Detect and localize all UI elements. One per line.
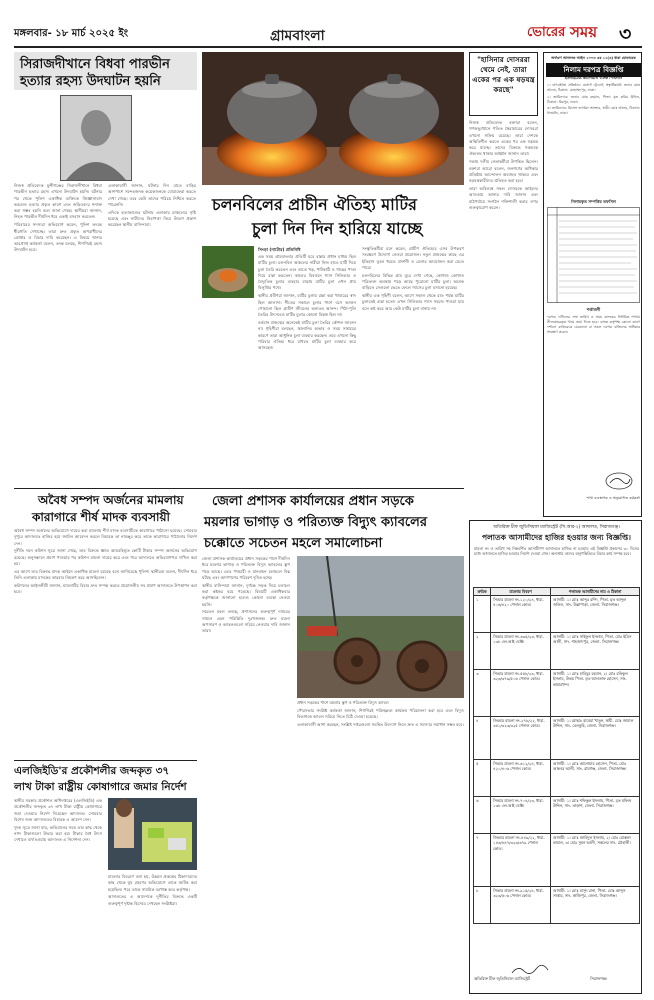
terms-title: শর্তাবলী: [586, 307, 601, 312]
story-headline: এলজিইডি'র প্রকৌশলীর জব্দকৃত ৩৭: [14, 765, 170, 777]
story-paragraph: পরিবারের সদস্যরা অভিযোগ করেন, পুলিশ তদন্তে ধীরগতি দেখাচ্ছে। তারা দ্রুত প্রকৃত অপরাধীদের গ্রেপ্তার ও বিচার দাবি করেছেন। এ বিষয়ে থানার ভারপ্রাপ্ত কর্মকর্তা বলেন, তদন্ত চলছে, শিগগিরই রহস্য উদঘাটন হবে।: [14, 222, 102, 253]
story-body-col1: [14, 798, 102, 993]
signature-icon: [510, 961, 550, 973]
stamp-icon: [604, 471, 634, 491]
story-byline: সিংড়া (নাটোর) প্রতিনিধি: [258, 247, 301, 252]
notice-items: [547, 83, 640, 195]
story-paragraph: আদালতের এ আদেশকে দুর্নীতির বিরুদ্ধে একটি গুরুত্বপূর্ণ দৃষ্টান্ত হিসেবে দেখছেন সংশ্লিষ্টরা।: [108, 894, 197, 906]
stove-inset-photo: [202, 246, 254, 298]
clay-stove-photo: [202, 52, 464, 185]
notice-intro: মামলা নং ও তারিখ সহ নিম্নবর্ণিত আসামীগণ আদালতে হাজির না হওয়ায় এই বিজ্ঞপ্তি প্রকাশের ৩০ দিনের মধ্যে আদালতে হাজির হওয়ার নির্দেশ দেওয়া গেল। অন্যথায় তাদের অনুপস্থিতিতে বিচার কার্য সম্পন্ন হবে।: [474, 546, 639, 557]
notice-item: ২। জামিনদার: জনাব মোঃ রহমান, পিতা: মৃত করিম উদ্দিন, ঠিকানা: মিরপুর, ঢাকা।: [547, 94, 640, 104]
story-paragraph: এদিকে হত্যাকাণ্ডের ঘটনায় এলাকায় চাঞ্চল্যের সৃষ্টি হয়েছে এবং নারীদের নিরাপত্তা নিয়ে উদ্বেগ প্রকাশ করেছেন স্থানীয় বাসিন্দারা।: [108, 209, 196, 228]
cell-no: ৪: [474, 717, 491, 760]
notice-bank: ইউনাইটেড কমার্শিয়াল ব্যাংক পিএলসি: [564, 75, 623, 80]
cell-accused: আসামী: ১। মোঃ আব্দুর রশিদ, পিতা- মৃত আব্দুল জলিল, সাং- উল্লাপাড়া, জেলা- সিরাজগঞ্জ।: [551, 596, 640, 633]
story-headline: চলনবিলের প্রাচীন ঐতিহ্য মাটির: [212, 195, 417, 214]
date-line: মঙ্গলবার- ১৮ মার্চ ২০২৫ ইং: [14, 28, 129, 39]
table-header-cell: পলাতক আসামীদের নাম ও ঠিকানা: [551, 588, 640, 596]
table-header-cell: ক্রমিক: [474, 588, 491, 596]
schedule-title: নিলামকৃত সম্পত্তির তফসিল: [571, 199, 616, 204]
stove-inset-image: [202, 246, 254, 298]
story-paragraph: কমিশনের আইনজীবী জানান, মামলাটির বিচার দ্রুত সম্পন্ন করতে প্রয়োজনীয় সব প্রমাণ আদালতে উপস্থাপন করা হবে।: [14, 582, 197, 595]
story-paragraph: দুর্নীতি দমন কমিশন সূত্রে জানা গেছে, তার বিরুদ্ধে জ্ঞাত আয়বহির্ভূত কোটি টাকার সম্পদ অর্জনের অভিযোগ রয়েছে। অনুসন্ধানে প্রমাণ পাওয়ার পর কমিশন মামলা দায়ের করে এবং পরে আদালতে অভিযোগপত্র দাখিল করা হয়।: [14, 548, 197, 566]
story-paragraph: স্থানীয় সরকার প্রকৌশল অধিদপ্তরের (এলজিইডি) এক প্রকৌশলীর জব্দকৃত ৩৭ লাখ টাকা রাষ্ট্রীয় কোষাগারে জমা দেওয়ার নির্দেশ দিয়েছেন আদালত। সোমবার বিশেষ জজ আদালতের বিচারক এ আদেশ দেন।: [14, 798, 102, 822]
schedule-table-grid: [547, 207, 640, 303]
section-title: গ্রামবাংলা: [270, 28, 325, 44]
cable-photo: [297, 556, 464, 698]
seal-stamp-icon: [604, 471, 634, 491]
notice-subtitle: অর্থঋণ আদালত আইন ২০০৩ এর ১২(৩) ধারা মোতাবেক: [551, 56, 636, 60]
handwritten-signature-icon: [510, 964, 550, 976]
brand-logo-part2: সময়: [570, 23, 598, 41]
notice-signature-line: শাখা ব্যবস্থাপক ও অনুমোদিত কর্মকর্তা: [586, 496, 640, 500]
notice-item: ১। ঋণগ্রহীতা প্রতিষ্ঠান: মেসার্স ট্রেডার্স, স্বত্বাধিকারী: জনাব মোঃ আলম, ঠিকানা: মোহাম্মদপুর, ঢাকা।: [547, 83, 640, 92]
cell-case: সিআর মামলা নং-১২০/২৪, ধারা- ৪০৬/৪২০ পেনাল কোড।: [491, 596, 551, 633]
story-paragraph: জেলা প্রশাসক কার্যালয়ের প্রধান সড়কের পাশে দীর্ঘদিন ধরে ময়লার ভাগাড় ও পরিত্যক্ত বিদ্যুৎ ক্যাবলের স্তূপ পড়ে আছে। এতে পথচারী ও যানবাহন চলাচলে বিঘ্ন ঘটছে এবং আশপাশের পরিবেশ দূষিত হচ্ছে।: [202, 556, 290, 580]
story-chalanbil: [202, 52, 464, 530]
story-headline: জেলা প্রশাসক কার্যালয়ের প্রধান সড়কে: [212, 494, 414, 509]
cell-case: সিআর মামলা নং-৭০৪/২৩, ধারা- ১৩৮ এন.আই এ্যাক্ট।: [491, 797, 551, 834]
brand-logo: [527, 20, 641, 46]
signature-right: সিরাজগঞ্জ।: [590, 976, 608, 981]
story-paragraph: সংস্কৃতিকর্মীরা মনে করেন, গ্রামীণ ঐতিহ্যের এসব উপকরণ সংরক্ষণে উদ্যোগ নেওয়া প্রয়োজন। নতুন প্রজন্মের কাছে এর ইতিহাস তুলে ধরতে প্রদর্শনী ও মেলার আয়োজন করা যেতে পারে।: [362, 246, 464, 270]
section-divider: [14, 488, 464, 489]
cell-no: ৫: [474, 760, 491, 797]
cell-case: জিআর মামলা নং-২৭৮/২২, ধারা- ৩৪১/৩২৩/৩২৫ পেনাল কোড।: [491, 717, 551, 760]
table-header-row: [474, 588, 640, 596]
story-headline: "হাসিনার দোসররা থেমে নেই, তারা একের পর এক ষড়যন্ত্র করছে": [472, 55, 535, 94]
story-hasina: [469, 52, 538, 530]
story-paragraph: স্থানীয় বাসিন্দারা জানান, দুর্গন্ধে সড়ক দিয়ে চলাচল করা কষ্টকর হয়ে পড়েছে। বিষয়টি একাধিকবার কর্তৃপক্ষকে জানানো হলেও কোনো ব্যবস্থা নেওয়া হয়নি।: [202, 582, 290, 607]
person-photo-icon: [61, 96, 131, 180]
story-body-col2: [108, 874, 197, 993]
auction-notice: [543, 52, 642, 517]
story-paragraph: এর আগে তার বিরুদ্ধে মাদক আইনে একাধিক মামলা রয়েছে বলে জানিয়েছে পুলিশ। স্থানীয়রা বলেন, দীর্ঘদিন ধরে তিনি এলাকায় মাদকের কারবার নিয়ন্ত্রণ করে আসছিলেন।: [14, 568, 197, 581]
accused-table: [473, 587, 640, 924]
cell-accused: আসামী: ১। মোঃ হাবিবুর রহমান, ২। মোঃ রফিকুল ইসলাম, উভয় পিতা- মৃত আলতাফ হোসেন, সাং- কামারখন্দ।: [551, 670, 640, 717]
accused-table-wrap: [473, 587, 640, 957]
notice-item: ৩। জামিনদার: মিসেস নাসরিন আক্তার, স্বামী: মোঃ আলম, ঠিকানা: ধানমন্ডি, ঢাকা।: [547, 106, 640, 115]
story-paragraph: এলাকাবাসী জানান, ঘটনার দিন রাতে বাড়ির আশপাশে সন্দেহজনক কয়েকজনকে ঘোরাফেরা করতে দেখা গেছে। তবে কেউ তাদের পরিচয় নিশ্চিত করতে পারেননি।: [108, 183, 196, 207]
table-row: [474, 633, 640, 670]
section-divider: [14, 760, 197, 761]
photo-caption: প্রধান সড়কের পাশে ময়লার স্তূপ ও পরিত্যক্ত বিদ্যুৎ ক্যাবল: [297, 700, 389, 705]
cell-no: ৩: [474, 670, 491, 717]
story-body-col2: [297, 708, 464, 990]
cell-accused: আসামী: ১। মোঃ সাইফুল ইসলাম, পিতা- মোঃ ইদ্রিস আলী, সাং- শাহজাদপুর, জেলা- সিরাজগঞ্জ।: [551, 633, 640, 670]
clay-stove-image: [202, 52, 464, 185]
story-headline: ময়লার ভাগাড় ও পরিত্যক্ত বিদ্যুৎ ক্যাবলের: [204, 515, 427, 530]
cable-photo-image: [297, 556, 464, 698]
story-paragraph: স্থানীয় প্রবীণরা জানান, মাটির চুলায় রান্না করা খাবারের স্বাদ ছিল আলাদা। শীতের সকালে চুলার পাশে বসে আগুন পোহানো ছিল গ্রামীণ জীবনের অন্যতম আনন্দ। পিঠা-পুলি তৈরির উৎসবেও মাটির চুলার কোনো বিকল্প ছিল না।: [258, 293, 356, 318]
story-body: [469, 120, 538, 529]
story-paragraph: এক সময় গ্রামবাংলার প্রতিটি ঘরে রান্নার প্রধান মাধ্যম ছিল মাটির চুলা। চলনবিল অঞ্চলের নারীরা নিজ হাতে মাটি দিয়ে চুলা তৈরি করতেন এবং তাতে খড়, পাটকাঠি ও গাছের পাতা দিয়ে রান্না করতেন। কালের বিবর্তনে গ্যাস সিলিন্ডার ও বৈদ্যুতিক চুলার ব্যবহার বাড়ায় মাটির চুলা এখন প্রায় বিলুপ্তির পথে।: [258, 254, 356, 291]
story-headline: লাখ টাকা রাষ্ট্রীয় কোষাগারে জমার নির্দেশ: [14, 781, 187, 793]
story-photo: [60, 95, 132, 181]
story-body-col2: [108, 183, 196, 483]
story-paragraph: নিজস্ব প্রতিবেদক বক্তারা বলেন, গণঅভ্যুত্থানে পতিত স্বৈরাচারের দোসররা এখনো সক্রিয় রয়েছে। তারা দেশকে অস্থিতিশীল করতে একের পর এক ষড়যন্ত্র করে যাচ্ছে। তাদের বিরুদ্ধে সকলকে ঐক্যবদ্ধ থাকার আহ্বান জানান তারা।: [469, 120, 538, 157]
masthead-rule: [14, 46, 642, 48]
page-number: ৩: [619, 23, 632, 45]
cell-no: ২: [474, 633, 491, 670]
table-header-cell: মামলার বিবরণ: [491, 588, 551, 596]
signature-left: অতিরিক্ত চীফ জুডিসিয়াল ম্যাজিস্ট্রেট: [474, 976, 530, 981]
story-paragraph: সচেতন মহল বলছে, প্রশাসনের গুরুত্বপূর্ণ দপ্তরের সামনে এমন পরিস্থিতি দুঃখজনক। দ্রুত ময়লা অপসারণ ও ক্যাবলগুলো সরিয়ে নেওয়ার দাবি জানান তারা।: [202, 609, 290, 634]
story-cable: [202, 492, 464, 992]
story-headline: অবৈধ সম্পদ অর্জনের মামলায়: [38, 493, 184, 507]
cell-accused: আসামী: ১। মোঃ শফিকুল ইসলাম, পিতা- মৃত মফিজ উদ্দিন, সাং- তাড়াশ, জেলা- সিরাজগঞ্জ।: [551, 797, 640, 834]
story-paragraph: মামলার বিবরণে বলা হয়, উন্নয়ন প্রকল্পের ঠিকাদারদের কাছ থেকে ঘুষ গ্রহণের অভিযোগে তাকে আটক করা হয়েছিল। পরে তাকে সাময়িক বরখাস্ত করে কর্তৃপক্ষ।: [108, 874, 197, 892]
table-row: [474, 797, 640, 834]
cell-case: সিআর মামলা নং-৩৩৫/২৩, ধারা- ১৩৮ এন.আই এ্যাক্ট।: [491, 633, 551, 670]
cell-accused: আসামী: ১। মোঃ মাসুদ রানা, পিতা- মোঃ আব্দুস সাত্তার, সাং- কাজিপুর, জেলা- সিরাজগঞ্জ।: [551, 887, 640, 924]
story-headline: চক্কোতে সচেতন মহলে সমালোচনা: [204, 536, 383, 551]
cell-accused: আসামী: ১। মোঃ আনোয়ার হোসেন, পিতা- মোঃ আকবর আলী, সাং- রায়গঞ্জ, জেলা- সিরাজগঞ্জ।: [551, 760, 640, 797]
notice-title: নিলাম দরপত্র বিজ্ঞপ্তি: [546, 63, 641, 77]
story-headline: সিরাজদীখানে বিধবা পারভীন: [20, 57, 170, 72]
cell-no: ৮: [474, 887, 491, 924]
story-sirajdikhan: [14, 52, 197, 484]
terms-body: দরপত্র দাখিলের শেষ তারিখ ও সময় ব্যাংকের নির্ধারিত শাখায় সীলমোহরকৃত খামে জমা দিতে হবে। ব্যাংক কর্তৃপক্ষ কোনো কারণ দর্শানো ব্যতিরেকে যেকোনো বা সকল দরপত্র বাতিলের অধিকার সংরক্ষণ করেন।: [547, 315, 640, 334]
table-row: [474, 596, 640, 633]
story-headline: হত্যার রহস্য উদঘাটন হয়নি: [20, 74, 161, 89]
cell-no: ১: [474, 596, 491, 633]
story-lged: [14, 764, 197, 994]
cell-no: ৬: [474, 797, 491, 834]
story-headline: কারাগারে শীর্ষ মাদক ব্যবসায়ী: [32, 510, 170, 524]
brand-logo-part1: ভোরের: [527, 25, 566, 40]
cell-case: সিআর মামলা নং-৬১২/২৪, ধারা- ৪২০/৪০৬ পেনাল কোড।: [491, 760, 551, 797]
story-body-col2: [362, 246, 464, 529]
cell-accused: আসামী: ১। মোঃ জাহিদুল ইসলাম, ২। মোঃ মোস্তফা কামাল, ৩। মোঃ সুমন আলী, সকলের সাং- চৌহালী।: [551, 834, 640, 887]
story-paragraph: এলাকাবাসী আশা করছেন, সংশ্লিষ্ট দপ্তরগুলো সমন্বিত উদ্যোগ নিলে দ্রুত এ সমস্যার সমাধান সম্ভব হবে।: [297, 722, 464, 728]
table-row: [474, 834, 640, 887]
cell-case: জিআর মামলা নং-৪৪৯/২২, ধারা- ১৪৩/৪৪৭/৩২৩/৩৭৯ পেনাল কোড।: [491, 834, 551, 887]
story-paragraph: অবৈধ সম্পদ অর্জনের অভিযোগে দায়ের করা মামলায় শীর্ষ মাদক ব্যবসায়ীকে কারাগারে পাঠানো হয়েছে। সোমবার দুপুরে আদালতে হাজির হয়ে জামিন আবেদন করলে বিচারক তা নামঞ্জুর করে তাকে কারাগারে পাঠানোর নির্দেশ দেন।: [14, 528, 197, 546]
story-paragraph: বর্তমান প্রজন্মের অনেকেই মাটির চুলা তৈরির কৌশল জানেন না। গৃহিণীরা বলছেন, জ্বালানির অভাব ও সময় সাশ্রয়ের কারণে তারা আধুনিক চুলা ব্যবহার করছেন। তবে এখনো কিছু পরিবার ঐতিহ্য ধরে রাখতে মাটির চুলা ব্যবহার করে আসছেন।: [258, 319, 356, 351]
table-row: [474, 887, 640, 924]
notice-title: পলাতক আসামীদের হাজির হওয়ার জন্য বিজ্ঞপ্তি।: [481, 533, 632, 542]
cell-no: ৭: [474, 834, 491, 887]
cell-case: সিআর মামলা নং-৫৫৮/২৩, ধারা- ৩২৩/৩৭৯/৫০৬ পেনাল কোড।: [491, 670, 551, 717]
schedule-table: [547, 207, 640, 303]
lged-photo-image: [108, 798, 197, 870]
story-paragraph: নিজস্ব প্রতিবেদক মুন্সীগঞ্জের সিরাজদীখানে বিধবা পারভীন হত্যার রহস্য এখনো উদঘাটন হয়নি। ঘটনার পর থেকে পুলিশ একাধিক ব্যক্তিকে জিজ্ঞাসাবাদ করলেও হত্যার প্রকৃত কারণ এবং জড়িতদের শনাক্ত করা সম্ভব হয়নি বলে জানা গেছে। স্থানীয়রা জানান, নিহত পারভীন দীর্ঘদিন ধরে একাই বসবাস করতেন।: [14, 183, 102, 220]
table-row: [474, 760, 640, 797]
absconder-notice: [469, 520, 642, 994]
story-paragraph: সভায় দলীয় নেতাকর্মীরা উপস্থিত ছিলেন। বক্তারা আরো বলেন, জনগণের অধিকার প্রতিষ্ঠায় আন্দোলন অব্যাহত থাকবে এবং ষড়যন্ত্রকারীদের প্রতিহত করা হবে।: [469, 159, 538, 184]
story-body-col1: [14, 183, 102, 483]
story-paragraph: স্থানীয় এক গৃহিণী বলেন, আগে সকাল থেকে রাত পর্যন্ত মাটির চুলাতেই রান্না হতো। এখন সিলিন্ডার গ্যাস সহজে পাওয়া যায় বলে কষ্ট করে আর কেউ মাটির চুলা বানায় না।: [362, 293, 464, 311]
story-body-col1: [202, 556, 290, 936]
story-ovaidh: [14, 492, 197, 757]
masthead: [14, 4, 642, 50]
notice-court: অতিরিক্ত চীফ জুডিসিয়াল ম্যাজিস্ট্রেট (সি.আর-২) আদালত, সিরাজগঞ্জ।: [493, 525, 620, 530]
lged-photo: [108, 798, 197, 870]
table-row: [474, 717, 640, 760]
story-paragraph: পৌরসভার সংশ্লিষ্ট কর্মকর্তা জানান, শিগগিরই পরিচ্ছন্নতা কার্যক্রম পরিচালনা করা হবে এবং বিদ্যুৎ বিভাগকে ক্যাবল সরিয়ে নিতে চিঠি দেওয়া হয়েছে।: [297, 708, 464, 720]
story-body: [14, 528, 197, 756]
story-paragraph: তারা অবিলম্বে সকল দোসরকে আইনের আওতায় আনার দাবি জানান এবং মাঠপর্যায়ে সংগঠন শক্তিশালী করার ওপর গুরুত্বারোপ করেন।: [469, 185, 538, 210]
story-headline: চুলা দিন দিন হারিয়ে যাচ্ছে: [252, 219, 423, 238]
cell-case: সিআর মামলা নং-৯১৫/২৪, ধারা- ৩২৩/৫০৬ পেনাল কোড।: [491, 887, 551, 924]
table-row: [474, 670, 640, 717]
cell-accused: আসামী: ১। মোছাঃ রাবেয়া খাতুন, স্বামী- মোঃ জামাল উদ্দিন, সাং- বেলকুচি, জেলা- সিরাজগঞ্জ।: [551, 717, 640, 760]
accused-table-body: [474, 596, 640, 924]
story-paragraph: দুদক সূত্রে জানা যায়, অভিযানের সময় তার কাছ থেকে নগদ টাকাগুলো উদ্ধার করা হয়। টাকার বৈধ উৎস দেখাতে ব্যর্থ হওয়ায় আদালত এ নির্দেশনা দেন।: [14, 824, 102, 843]
story-paragraph: চলনবিলের বিভিন্ন গ্রাম ঘুরে দেখা গেছে, কোথাও কোথাও পরিত্যক্ত অবস্থায় পড়ে আছে পুরোনো মাটির চুলা। অনেক বাড়িতে সেগুলো ভেঙে ফেলে গ্যাসের চুলা বসানো হয়েছে।: [362, 272, 464, 291]
